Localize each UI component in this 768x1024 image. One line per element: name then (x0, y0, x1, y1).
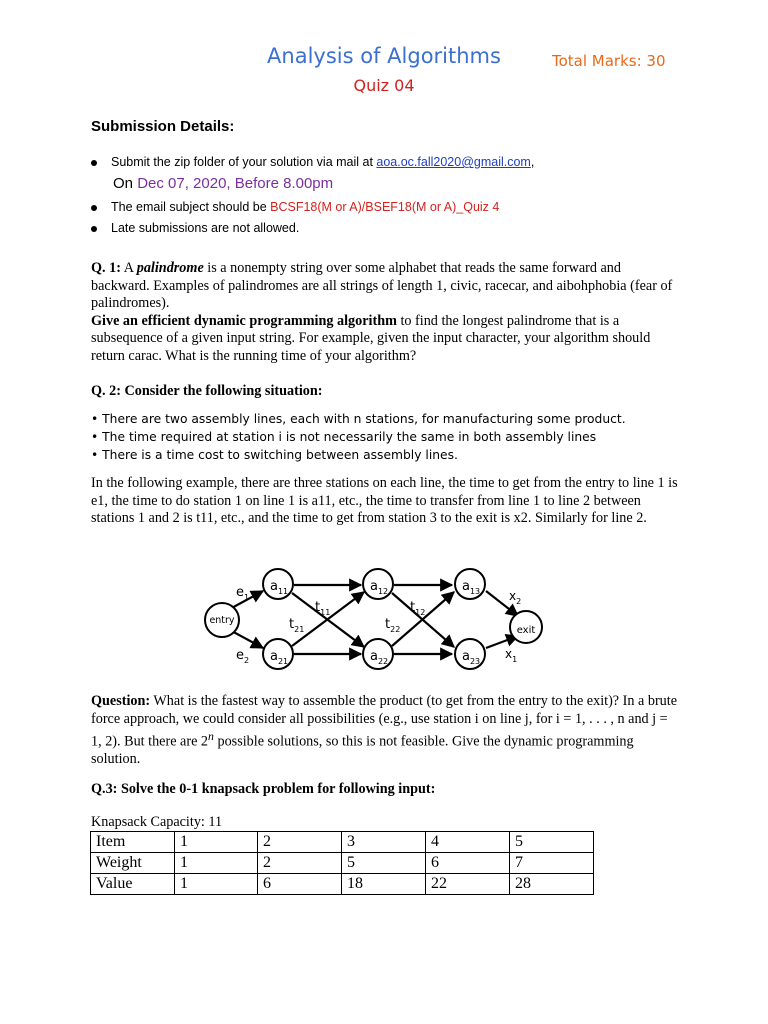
svg-text:a21: $a_{21}$ (270, 649, 289, 666)
table-cell: 28 (510, 874, 594, 895)
question-text: possible solutions, so this is not feasible. Give the dynamic programming solution. (91, 733, 634, 768)
label-e1: $e_1$ (236, 585, 250, 602)
question-exponent: n (208, 729, 214, 743)
svg-text:a12: $a_{12}$ (370, 579, 389, 596)
svg-text:entry: entry (209, 615, 235, 626)
table-row (91, 853, 594, 874)
table-cell: 18 (342, 874, 426, 895)
svg-text:a11: $a_{11}$ (270, 579, 289, 596)
label-t12: $t_{12}$ (410, 600, 426, 617)
svg-text:a23: $a_{23}$ (462, 649, 481, 666)
table-cell: 1 (175, 832, 258, 853)
table-cell: 2 (258, 853, 342, 874)
bullet-dot (91, 226, 97, 232)
node-a21 (263, 639, 293, 669)
q1-bold: Give an efficient dynamic programming algorithm (91, 312, 397, 329)
node-exit (510, 611, 542, 643)
svg-text:a22: $a_{22}$ (370, 649, 389, 666)
table-cell: 22 (426, 874, 510, 895)
submission-heading: Submission Details: (91, 118, 235, 135)
email-subject: BCSF18(M or A)/BSEF18(M or A)_Quiz 4 (270, 200, 500, 214)
q1-text: is a nonempty string over some alphabet that reads the same forward and backward. Examples of palindromes are all strings of length 1, civic, racecar, and aibohphobia (fear of palindromes). (91, 260, 673, 311)
submission-bullet-email (91, 155, 534, 169)
table-cell: 5 (342, 853, 426, 874)
table-cell: Weight (91, 853, 175, 874)
question-3-heading: Q.3: Solve the 0-1 knapsack problem for following input: (91, 781, 436, 797)
q1-term: palindrome (136, 260, 204, 276)
comma: , (530, 155, 535, 169)
node-a12 (363, 569, 393, 599)
bullet-text: The email subject should be (111, 200, 271, 214)
table-cell: 1 (175, 874, 258, 895)
email-link[interactable]: aoa.oc.fall2020@gmail.com (376, 155, 531, 169)
q2-paragraph: In the following example, there are three stations on each line, the time to get from the entry to line 1 is e1, the time to do station 1 on line 1 is a11, etc., the time to transfer from line 1 to line 2 between stations 1 and 2 is t11, etc., and the time to get from station 3 to the exit is x2. Similarly for line 2. (91, 475, 678, 526)
svg-text:a13: $a_{13}$ (462, 579, 481, 596)
q1-text: to find the longest palindrome that is a subsequence of a given input string. For example, given the input character, your algorithm should return carac. What is the running time of your algorithm? (91, 312, 651, 364)
submission-deadline (113, 175, 333, 192)
table-cell: 7 (510, 853, 594, 874)
table-cell: 2 (258, 832, 342, 853)
label-t22: $t_{22}$ (385, 617, 401, 634)
label-e2: $e_2$ (236, 648, 250, 665)
node-a22 (363, 639, 393, 669)
deadline-on: On (113, 175, 138, 192)
table-cell: 4 (426, 832, 510, 853)
table-cell: 1 (175, 853, 258, 874)
bullet-text: Submit the zip folder of your solution via mail at (111, 155, 377, 169)
deadline-date: Dec 07, 2020, Before 8.00pm (137, 175, 334, 192)
label-x1: $x_1$ (505, 647, 518, 664)
q2-bullet: • There are two assembly lines, each with n stations, for manufacturing some product. (91, 412, 626, 426)
knapsack-table (90, 831, 594, 895)
table-cell: 3 (342, 832, 426, 853)
q2-bullets (91, 410, 681, 464)
question-label: Question: (91, 693, 151, 709)
table-cell: Value (91, 874, 175, 895)
question-1 (91, 260, 681, 365)
node-entry (205, 603, 239, 637)
table-row (91, 874, 594, 895)
bullet-dot (91, 160, 97, 166)
node-a13 (455, 569, 485, 599)
q1-text: A (120, 260, 137, 276)
node-a11 (263, 569, 293, 599)
table-cell: 6 (426, 853, 510, 874)
document-title: Analysis of Algorithms (267, 44, 501, 68)
table-row (91, 832, 594, 853)
knapsack-capacity: Knapsack Capacity: 11 (91, 814, 223, 830)
node-a23 (455, 639, 485, 669)
q2-bullet: • There is a time cost to switching between assembly lines. (91, 448, 458, 462)
table-cell: Item (91, 832, 175, 853)
total-marks: Total Marks: 30 (552, 52, 666, 70)
q2-question (91, 693, 681, 769)
quiz-number: Quiz 04 (353, 76, 415, 95)
submission-bullet-subject (91, 200, 499, 214)
label-t11: $t_{11}$ (315, 600, 331, 617)
question-2-heading: Q. 2: Consider the following situation: (91, 383, 323, 399)
label-x2: $x_2$ (509, 589, 522, 606)
label-t21: $t_{21}$ (289, 617, 305, 634)
assembly-line-diagram (200, 565, 560, 680)
svg-text:exit: exit (516, 625, 536, 636)
q2-bullet: • The time required at station i is not necessarily the same in both assembly lines (91, 430, 597, 444)
submission-bullet-late (91, 221, 299, 235)
table-cell: 5 (510, 832, 594, 853)
q1-label: Q. 1: (91, 260, 121, 276)
table-cell: 6 (258, 874, 342, 895)
bullet-dot (91, 205, 97, 211)
bullet-text: Late submissions are not allowed. (111, 221, 300, 235)
question-text: What is the fastest way to assemble the product (to get from the entry to the exit)? In a brute force approach, we could consider all possibilities (e.g., use station i on line j, for i = 1, . . . , n and j = 1, 2). But there are 2 (91, 693, 678, 750)
